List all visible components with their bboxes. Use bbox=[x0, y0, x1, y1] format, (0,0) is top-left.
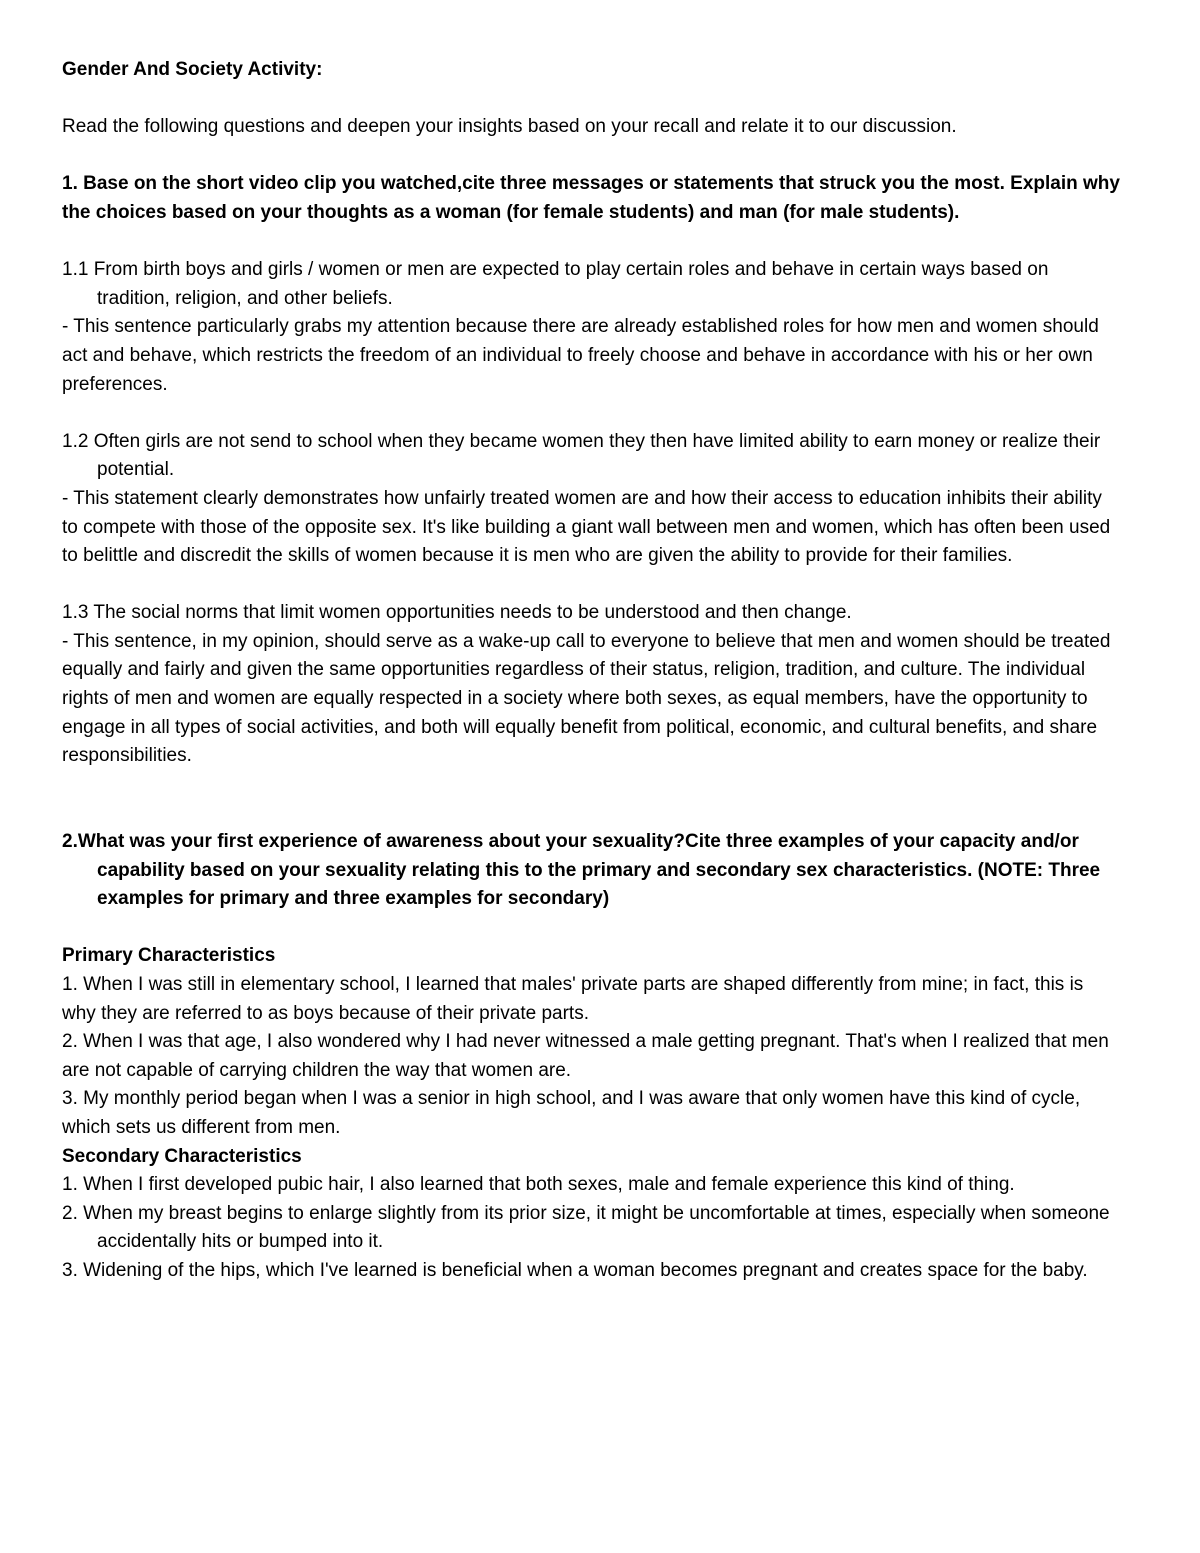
secondary-item-1: 1. When I first developed pubic hair, I also learned that both sexes, male and female experience this kind of thing. bbox=[62, 1174, 1015, 1196]
question-2: 2.What was your first experience of awareness about your sexuality?Cite three examples of your capacity and/or capability based on your sexuality relating this to the primary and secondary sex characteristics. (NOTE: Three examples for primary and three examples for secondary) bbox=[62, 831, 1101, 910]
secondary-item-2: 2. When my breast begins to enlarge slightly from its prior size, it might be uncomfortable at times, especially when someone accidentally hits or bumped into it. bbox=[62, 1202, 1110, 1253]
primary-item-1: 1. When I was still in elementary school, I learned that males' private parts are shaped differently from mine; in fact, this is why they are referred to as boys because of their private parts. bbox=[62, 974, 1084, 1024]
instructions-text: Read the following questions and deepen your insights based on your recall and relate it to our discussion. bbox=[62, 116, 957, 138]
spacer bbox=[62, 571, 1120, 600]
statement-1-3: 1.3 The social norms that limit women opportunities needs to be understood and then change. bbox=[62, 602, 852, 624]
response-1-1: - This sentence particularly grabs my attention because there are already established roles for how men and women should act and behave, which restricts the freedom of an individual to freely choose and behave in accordance with his or her own preferences. bbox=[62, 316, 1099, 395]
spacer bbox=[62, 399, 1120, 428]
spacer bbox=[62, 914, 1120, 943]
spacer bbox=[62, 771, 1120, 828]
question-1: 1. Base on the short video clip you watched,cite three messages or statements that struck you the most. Explain why the choices based on your thoughts as a woman (for female students) and man (for male students). bbox=[62, 173, 1120, 223]
statement-1-2: 1.2 Often girls are not send to school when they became women they then have limited ability to earn money or realize their potential. bbox=[62, 430, 1101, 481]
primary-characteristics-heading: Primary Characteristics bbox=[62, 945, 276, 967]
primary-item-3: 3. My monthly period began when I was a senior in high school, and I was aware that only women have this kind of cycle, which sets us different from men. bbox=[62, 1088, 1081, 1138]
primary-item-2: 2. When I was that age, I also wondered why I had never witnessed a male getting pregnant. That's when I realized that men are not capable of carrying children the way that women are. bbox=[62, 1031, 1109, 1081]
secondary-item-3: 3. Widening of the hips, which I've learned is beneficial when a woman becomes pregnant and creates space for the baby. bbox=[62, 1259, 1088, 1281]
secondary-characteristics-heading: Secondary Characteristics bbox=[62, 1145, 302, 1167]
statement-1-1: 1.1 From birth boys and girls / women or men are expected to play certain roles and behave in certain ways based on tradition, religion, and other beliefs. bbox=[62, 259, 1049, 309]
document-title: Gender And Society Activity: bbox=[62, 59, 323, 80]
response-1-3: - This sentence, in my opinion, should serve as a wake-up call to everyone to believe that men and women should be treated equally and fairly and given the same opportunities regardless of their status, religion, tradition, and culture. The individual rights of men and women are equally respected in a society where both sexes, as equal members, have the opportunity to engage in all types of social activities, and both will equally benefit from political, economic, and cultural benefits, and share responsibilities. bbox=[62, 630, 1111, 767]
response-1-2: - This statement clearly demonstrates how unfairly treated women are and how their access to education inhibits their ability to compete with those of the opposite sex. It's like building a giant wall between men and women, which has often been used to belittle and discredit the skills of women because it is men who are given the ability to provide for their families. bbox=[62, 487, 1111, 567]
